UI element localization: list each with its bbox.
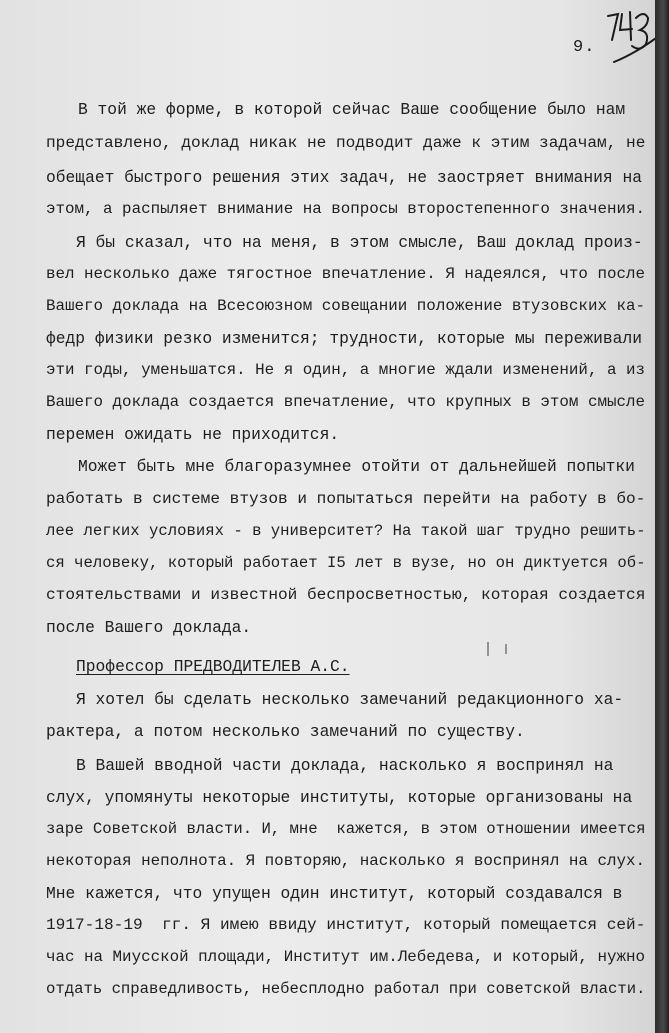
text-line: заре Советской власти. И, мне кажется, в этом отношении имеется: [46, 820, 646, 838]
text-line: Мне кажется, что упущен один институт, который создавался в: [46, 884, 623, 903]
text-line: Я хотел бы сделать несколько замечаний редакционного ха-: [76, 690, 624, 709]
text-line: 1917-18-19 гг. Я имею ввиду институт, который помещается сей-: [46, 916, 646, 934]
text-line: лее легких условиях - в университет? На такой шаг трудно решить-: [46, 522, 646, 540]
text-line: ся человеку, который работает I5 лет в вузе, но он диктуется об-: [46, 554, 646, 572]
speaker-heading: Профессор ПРЕДВОДИТЕЛЕВ А.С.: [76, 657, 350, 676]
text-line: отдать справедливость, небесплодно работал при советской власти.: [46, 980, 646, 998]
text-line: перемен ожидать не приходится.: [46, 425, 340, 444]
text-line: В Вашей вводной части доклада, насколько я воспринял на: [76, 756, 614, 775]
text-line: Может быть мне благоразумнее отойти от дальнейшей попытки: [78, 457, 635, 476]
text-line: после Вашего доклада.: [46, 618, 252, 637]
text-line: представлено, доклад никак не подводит даже к этим задачам, не: [46, 134, 646, 152]
text-line: этом, а распыляет внимание на вопросы второстепенного значения.: [46, 200, 645, 218]
text-line: федр физики резко изменится; трудности, которые мы переживали: [46, 329, 642, 348]
text-line: Вашего доклада на Всесоюзном совещании положение втузовских ка-: [46, 297, 645, 315]
text-line: вел несколько даже тягостное впечатление. Я надеялся, что после: [46, 265, 645, 283]
text-line: Вашего доклада создается впечатление, что крупных в этом смысле: [46, 393, 645, 411]
text-line: Я бы сказал, что на меня, в этом смысле, Ваш доклад произ-: [76, 233, 643, 252]
text-line: В той же форме, в которой сейчас Ваше сообщение было нам: [78, 100, 626, 119]
page-number: 9.: [573, 38, 596, 57]
text-line: слух, упомянуты некоторые институты, которые организованы на: [46, 788, 633, 807]
text-line: работать в системе втузов и попытаться перейти на работу в бо-: [46, 490, 646, 508]
text-line: некоторая неполнота. Я повторяю, насколько я воспринял на слух.: [46, 852, 645, 870]
text-line: эти годы, уменьшатся. Не я один, а многие ждали изменений, а из: [46, 361, 645, 379]
text-line: рактера, а потом несколько замечаний по существу.: [46, 722, 525, 741]
paper-specks: [484, 640, 514, 660]
text-line: обещает быстрого решения этих задач, не заостряет внимания на: [46, 168, 642, 187]
text-line: час на Миусской площади, Институт им.Лебедева, и который, нужно: [46, 948, 645, 966]
handwritten-archive-number: [604, 4, 655, 70]
scan-edge: [655, 0, 669, 1033]
text-line: стоятельствами и известной беспросветностью, которая создается: [46, 586, 646, 604]
